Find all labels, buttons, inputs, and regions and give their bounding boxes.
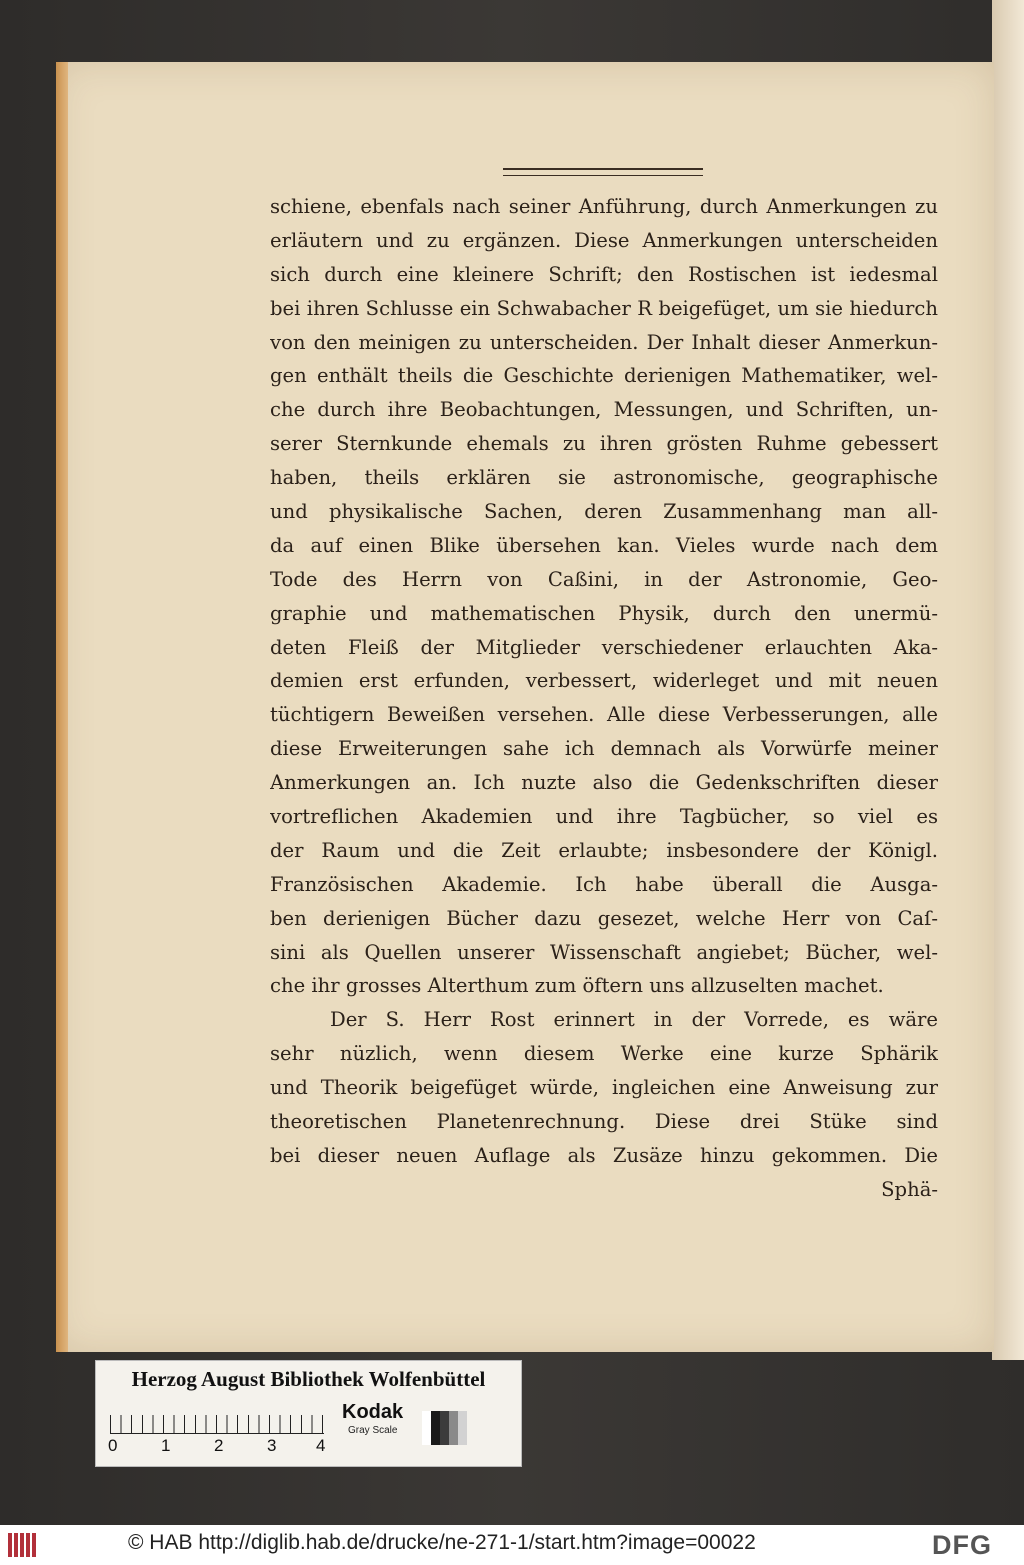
text-line: Tode des Herrn von Caßini, in der Astronomie, Geo- bbox=[270, 567, 938, 591]
page-text-block bbox=[270, 190, 938, 1207]
text-line: sehr nüzlich, wenn diesem Werke eine kurze Sphärik bbox=[270, 1042, 938, 1066]
text-line: che ihr grosses Alterthum zum öftern uns allzuselten machet. bbox=[270, 974, 884, 998]
gray-swatch bbox=[449, 1411, 458, 1445]
gray-scale-swatches bbox=[422, 1411, 467, 1445]
text-line: ben derienigen Bücher dazu gesezet, welche Herr von Caſ- bbox=[270, 906, 938, 930]
viewer-footer bbox=[0, 1525, 1024, 1565]
catchword: Sphä- bbox=[881, 1177, 938, 1201]
text-line: von den meinigen zu unterscheiden. Der Inhalt dieser Anmerkun- bbox=[270, 330, 938, 354]
text-line: che durch ihre Beobachtungen, Messungen, und Schriften, un- bbox=[270, 398, 938, 422]
color-reference-card bbox=[95, 1360, 522, 1467]
gray-swatch bbox=[431, 1411, 440, 1445]
library-name: Herzog August Bibliothek Wolfenbüttel bbox=[131, 1367, 486, 1391]
text-line: bei dieser neuen Auflage als Zusäze hinzu gekommen. Die bbox=[270, 1143, 938, 1167]
gray-swatch bbox=[458, 1411, 467, 1445]
scale-ruler bbox=[110, 1403, 324, 1434]
text-line: bei ihren Schlusse ein Schwabacher R beigefüget, um sie hiedurch bbox=[270, 296, 938, 320]
ruler-label: 4 bbox=[316, 1436, 326, 1455]
page-edge-stain bbox=[56, 62, 68, 1352]
text-line: serer Sternkunde ehemals zu ihren grösten Ruhme gebessert bbox=[270, 432, 938, 456]
text-line: tüchtigern Beweißen versehen. Alle diese Verbesserungen, alle bbox=[270, 703, 938, 727]
adjacent-page-edge bbox=[992, 0, 1024, 1360]
gray-swatch bbox=[422, 1411, 431, 1445]
kodak-logo: Kodak bbox=[342, 1401, 404, 1423]
text-line-paragraph-start: Der S. Herr Rost erinnert in der Vorrede, es wäre bbox=[330, 1008, 938, 1032]
ruler-label: 3 bbox=[267, 1436, 277, 1455]
text-line: schiene, ebenfals nach seiner Anführung, durch Anmerkungen zu bbox=[270, 195, 938, 218]
text-line: der Raum und die Zeit erlaubte; insbesondere der Königl. bbox=[270, 838, 938, 862]
gray-swatch bbox=[440, 1411, 449, 1445]
text-line: Anmerkungen an. Ich nuzte also die Gedenkschriften dieser bbox=[270, 771, 938, 795]
text-line: sich durch eine kleinere Schrift; den Rostischen ist iedesmal bbox=[270, 262, 938, 286]
text-line: und Theorik beigefüget würde, ingleichen eine Anweisung zur bbox=[270, 1076, 938, 1100]
copyright-url[interactable]: © HAB http://diglib.hab.de/drucke/ne-271-1/start.htm?image=00022 bbox=[128, 1531, 756, 1554]
text-line: da auf einen Blike übersehen kan. Vieles wurde nach dem bbox=[270, 533, 938, 557]
text-line: vortreflichen Akademien und ihre Tagbücher, so viel es bbox=[270, 805, 938, 829]
text-line: sini als Quellen unserer Wissenschaft angiebet; Bücher, wel- bbox=[270, 940, 938, 964]
hab-logo-icon bbox=[8, 1533, 38, 1557]
text-line: Französischen Akademie. Ich habe überall die Ausga- bbox=[270, 872, 938, 896]
ruler-label: 2 bbox=[214, 1436, 224, 1455]
text-line: erläutern und zu ergänzen. Diese Anmerkungen unterscheiden bbox=[270, 228, 938, 252]
text-line: haben, theils erklären sie astronomische, geographische bbox=[270, 466, 938, 490]
text-line: diese Erweiterungen sahe ich demnach als Vorwürfe meiner bbox=[270, 737, 938, 761]
text-line: graphie und mathematischen Physik, durch den unermü- bbox=[270, 601, 938, 625]
text-line: gen enthält theils die Geschichte derienigen Mathematiker, wel- bbox=[270, 364, 938, 388]
ruler-label: 1 bbox=[161, 1436, 171, 1455]
text-line: deten Fleiß der Mitglieder verschiedener erlauchten Aka- bbox=[270, 635, 938, 659]
dfg-logo: DFG bbox=[932, 1530, 992, 1560]
ruler-label: 0 bbox=[108, 1436, 118, 1455]
text-line: theoretischen Planetenrechnung. Diese drei Stüke sind bbox=[270, 1110, 938, 1134]
text-line: und physikalische Sachen, deren Zusammenhang man all- bbox=[270, 500, 938, 524]
header-rule bbox=[503, 168, 703, 176]
text-line: demien erst erfunden, verbessert, widerleget und mit neuen bbox=[270, 669, 938, 693]
gray-scale-label: Gray Scale bbox=[348, 1425, 398, 1436]
